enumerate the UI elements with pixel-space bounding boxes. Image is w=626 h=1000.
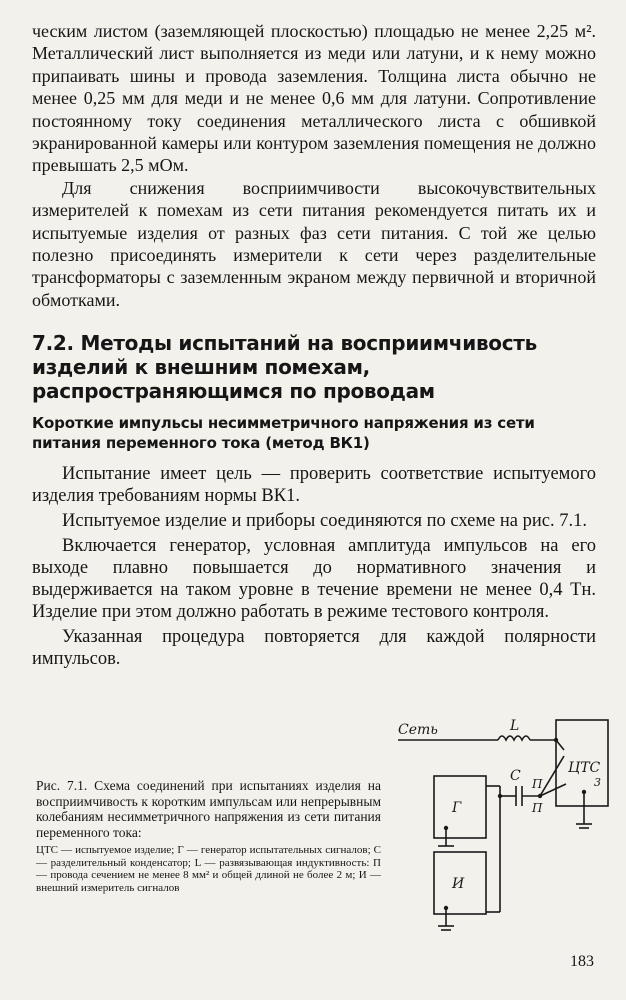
section-title: 7.2. Методы испытаний на восприимчивость изделий к внешним помехам, распространяющимся по проводам <box>32 331 537 404</box>
page-text <box>32 20 596 673</box>
label-terminal: 3 <box>594 776 601 789</box>
label-meter: И <box>452 876 465 892</box>
figure-caption <box>36 778 381 905</box>
method-description <box>32 463 596 670</box>
label-generator: Г <box>452 800 462 816</box>
paragraph-6: Указанная процедура повторяется для каждой полярности импульсов. <box>32 627 596 670</box>
label-capacitor: C <box>510 768 521 784</box>
caption-main: Рис. 7.1. Схема соединений при испытаниях изделия на восприимчивость к коротким импульсам или непрерывным колебаниям несимметричного напряжения из сети питания переменного тока: <box>36 778 381 840</box>
paragraph-1: ческим листом (заземляющей плоскостью) площадью не менее 2,25 м². Металлический лист выполняется из меди или латуни, и к нему можно припаивать шины и провода заземления. Толщина листа обычно не менее 0,25 мм для меди и не менее 0,6 мм для латуни. Сопротивление постоянному току соединения металлического листа с обшивкой экранированной камеры или контуром заземления помещения не должно превышать 2,5 мОм. <box>32 21 596 176</box>
paragraph-4: Испытуемое изделие и приборы соединяются по схеме на рис. 7.1. <box>62 511 587 532</box>
circuit-diagram <box>390 712 610 948</box>
label-net: Сеть <box>398 722 438 738</box>
caption-legend: ЦТС — испытуемое изделие; Г — генератор испытательных сигналов; С — разделительный конденсатор; L — развязывающая индуктивность: П — провода сечением не менее 8 мм² и общей длиной не более 2 м; И — внешний измеритель сигналов <box>36 844 381 894</box>
label-inductor: L <box>510 718 520 734</box>
label-device: ЦТС <box>568 760 601 776</box>
paragraph-3: Испытание имеет цель — проверить соответствие испытуемого изделия требованиям нормы ВК1. <box>32 464 596 507</box>
page-number: 183 <box>570 953 594 970</box>
label-wire-1: П <box>532 777 543 791</box>
label-wire-2: П <box>532 801 543 815</box>
paragraph-2: Для снижения восприимчивости высокочувствительных измерителей к помехам из сети питания рекомендуется питать их и испытуемые изделия от разных фаз сети питания. С той же целью полезно присоединять измерители к сети через разделительные трансформаторы с заземленным экраном между первичной и вторичной обмотками. <box>32 177 596 310</box>
figure-7-1 <box>32 712 601 952</box>
subsection-title: Короткие импульсы несимметричного напряжения из сети питания переменного тока (метод ВК1) <box>32 414 535 453</box>
paragraph-5: Включается генератор, условная амплитуда импульсов на его выходе плавно повышается до нормативного значения и выдерживается на таком уровне в течение времени не менее 0,4 Tн. Изделие при этом должно работать в режиме тестового контроля. <box>32 536 596 623</box>
